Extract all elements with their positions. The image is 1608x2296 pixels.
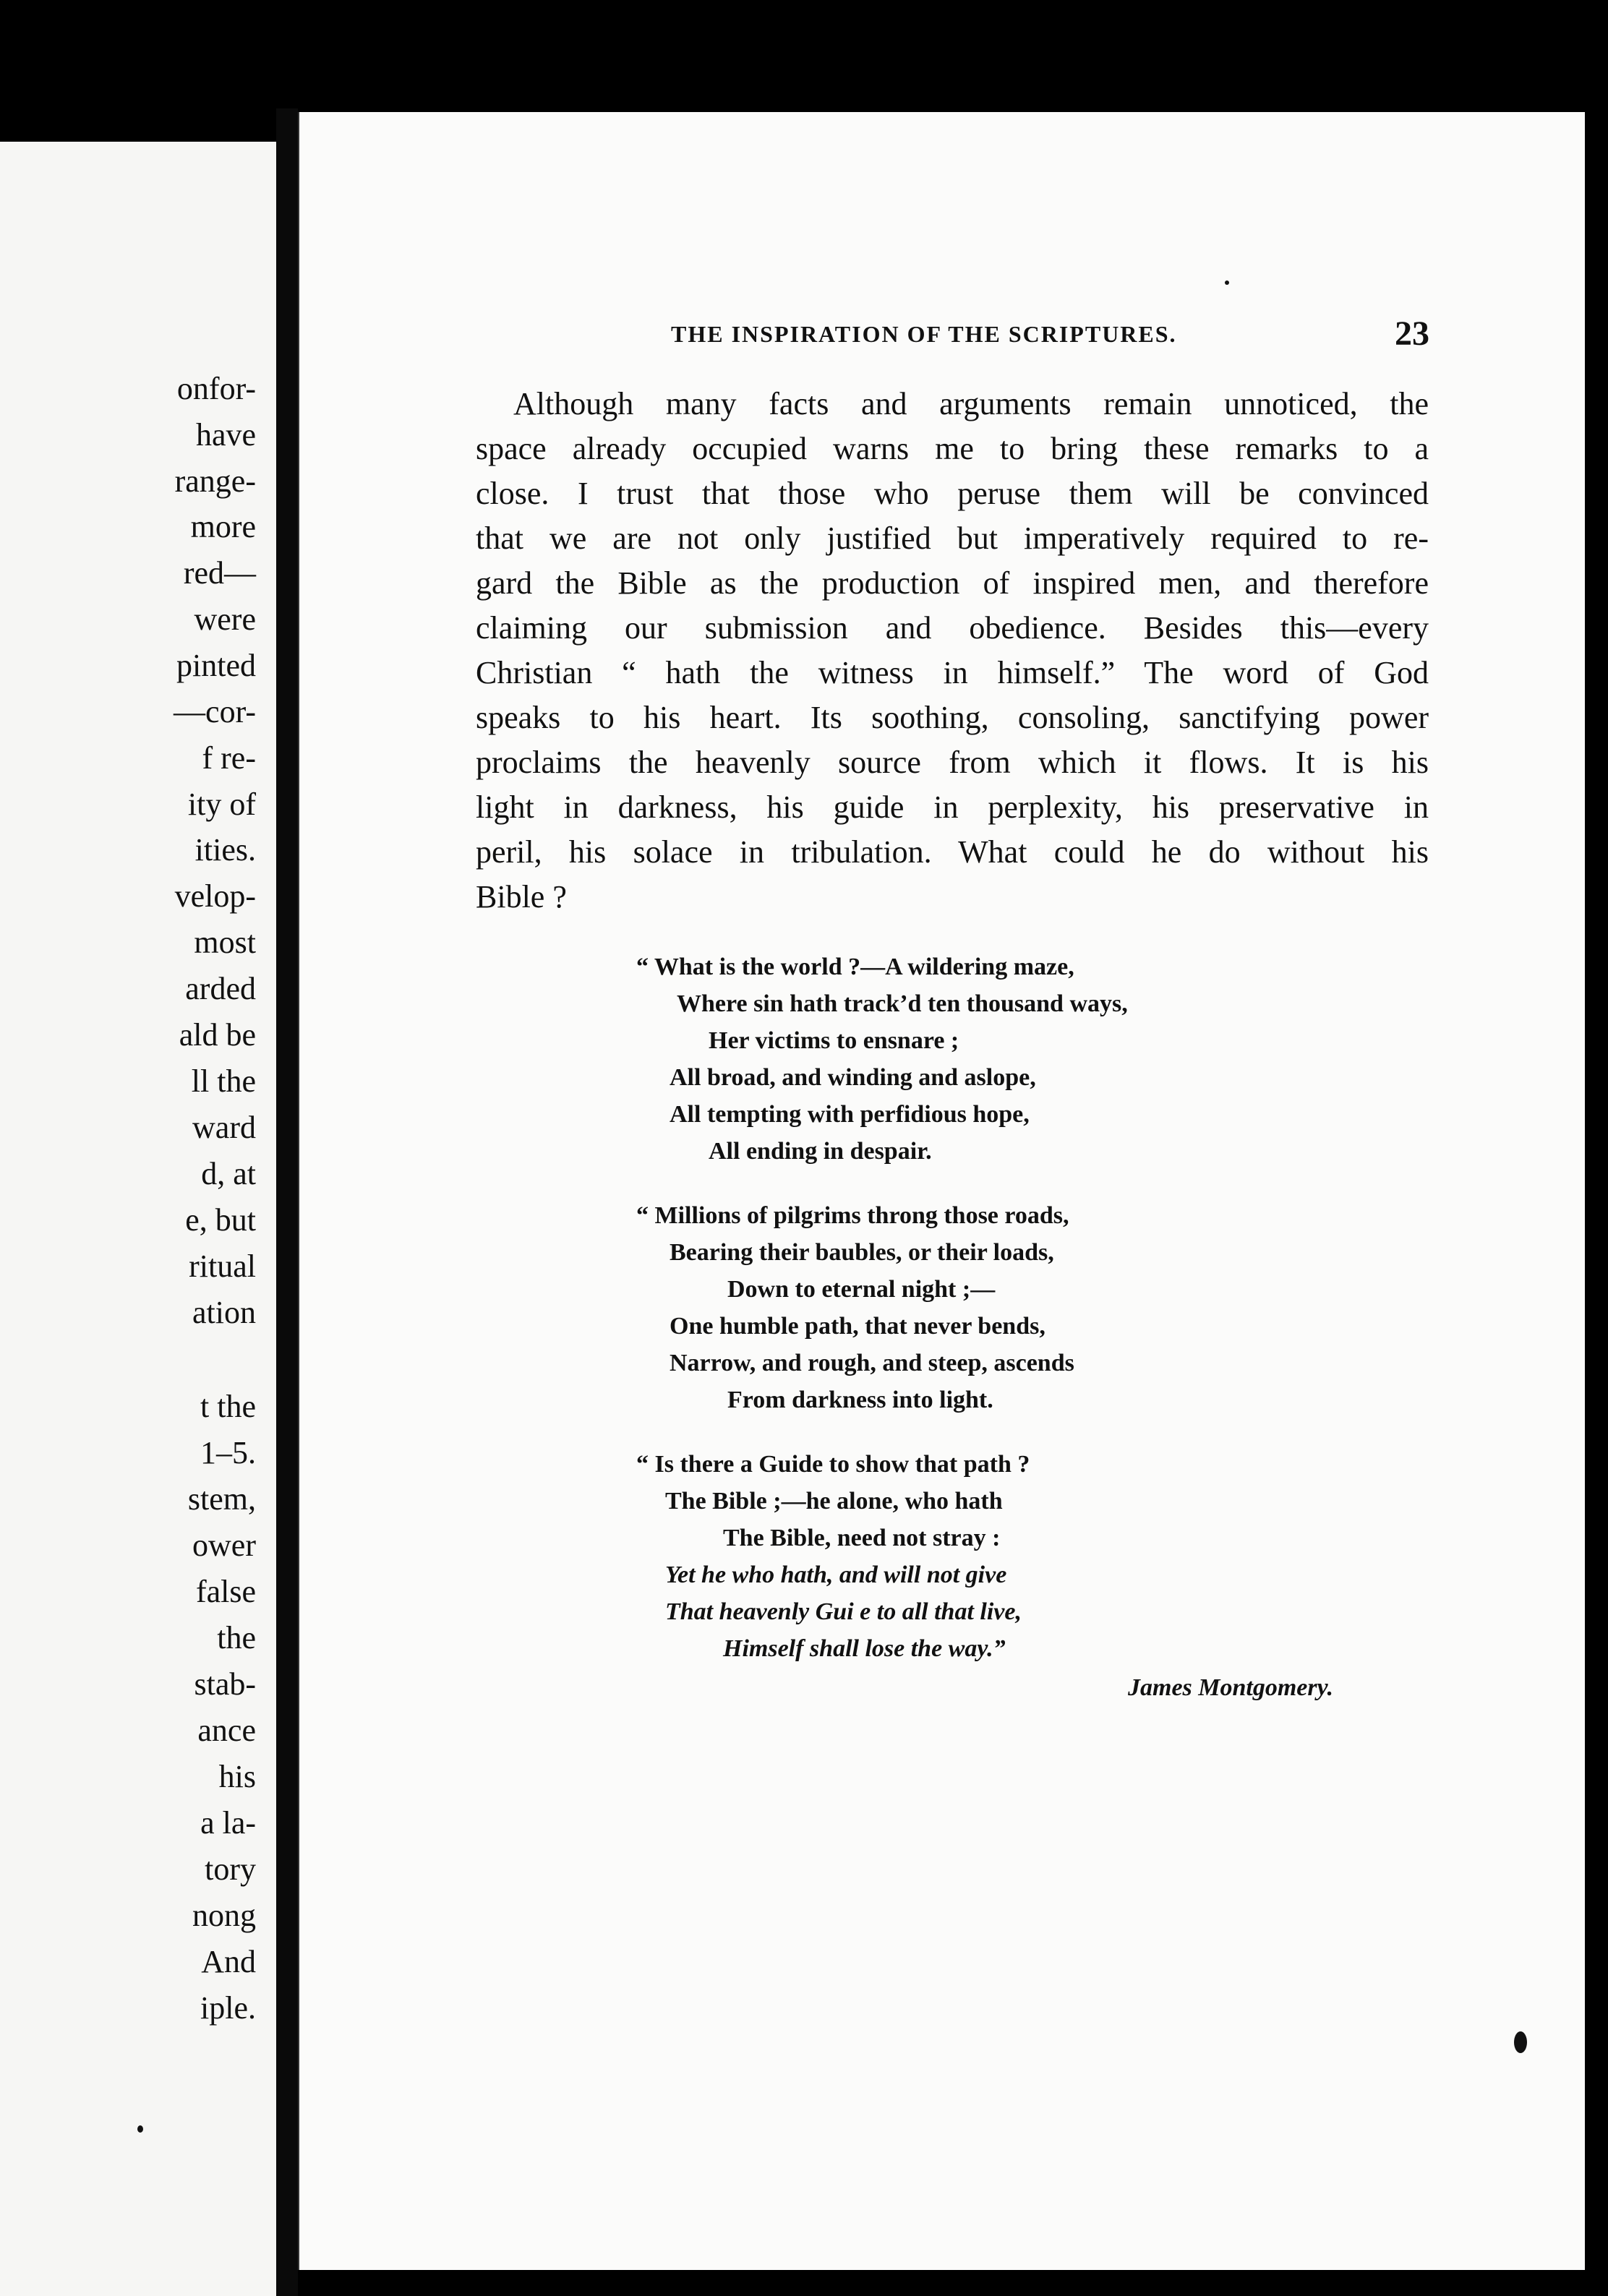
facing-page-fragment: f re-	[202, 740, 256, 776]
facing-page-fragment: iple.	[200, 1990, 256, 2026]
poem-line: From darkness into light.	[727, 1387, 993, 1413]
poem-line: “ Is there a Guide to show that path ?	[636, 1451, 1030, 1478]
book-gutter	[276, 108, 298, 2296]
facing-page-fragment: a la-	[200, 1805, 256, 1841]
ink-speck	[1225, 280, 1229, 285]
facing-page-fragment: stem,	[187, 1481, 256, 1517]
poem-line: The Bible, need not stray :	[723, 1525, 1001, 1551]
facing-page-fragment: onfor-	[176, 371, 256, 406]
facing-page-fragment: were	[194, 601, 256, 637]
text-line: proclaims the heavenly source from which it flows. It is his	[476, 745, 1429, 780]
text-line: Although many facts and arguments remain unnoticed, the	[513, 386, 1429, 421]
facing-page-fragment: more	[190, 509, 256, 544]
facing-page-fragment: red—	[183, 555, 256, 591]
text-line: claiming our submission and obedience. Besides this—every	[476, 610, 1429, 646]
poem-line: All broad, and winding and aslope,	[670, 1064, 1036, 1091]
poem-line: Bearing their baubles, or their loads,	[670, 1239, 1054, 1266]
facing-page-fragment: ward	[192, 1110, 256, 1145]
facing-page-fragment: pinted	[176, 648, 256, 683]
poem-line: That heavenly Gui e to all that live,	[665, 1598, 1022, 1625]
facing-page-fragment: tory	[205, 1851, 256, 1887]
text-line: that we are not only justified but imperatively required to re-	[476, 521, 1429, 556]
facing-page-fragment: stab-	[194, 1666, 256, 1702]
poem-stanza	[636, 948, 1359, 1170]
ink-speck	[137, 2125, 143, 2133]
poem-line: Yet he who hath, and will not give	[665, 1562, 1007, 1588]
facing-page-fragment: d, at	[201, 1156, 256, 1191]
body-paragraph	[476, 382, 1429, 920]
facing-page-fragment: ity of	[187, 787, 256, 822]
poem-line: All ending in despair.	[709, 1138, 932, 1165]
poem-line: Narrow, and rough, and steep, ascends	[670, 1350, 1074, 1376]
facing-page-fragment: ower	[192, 1528, 256, 1563]
text-line: gard the Bible as the production of inspired men, and therefore	[476, 565, 1429, 601]
text-line: space already occupied warns me to bring these remarks to a	[476, 431, 1429, 466]
facing-page-fragment: 1–5.	[200, 1435, 256, 1470]
facing-page-fragment: false	[195, 1574, 256, 1609]
facing-page-fragment: ation	[192, 1295, 256, 1330]
text-line: close. I trust that those who peruse them will be convinced	[476, 476, 1429, 511]
poem-line: Her victims to ensnare ;	[709, 1027, 959, 1054]
poem-line: Down to eternal night ;—	[727, 1276, 996, 1303]
facing-page-fragment: ities.	[194, 832, 256, 868]
poem-line: “ What is the world ?—A wildering maze,	[636, 954, 1074, 980]
running-title: THE INSPIRATION OF THE SCRIPTURES.	[671, 321, 1177, 347]
facing-page-fragment: most	[194, 925, 256, 960]
facing-page-fragment: his	[218, 1759, 256, 1794]
poem-line: One humble path, that never bends,	[670, 1313, 1045, 1340]
facing-page-fragment: ritual	[189, 1248, 256, 1284]
facing-page-fragment: velop-	[174, 878, 256, 914]
facing-page-fragment: range-	[174, 463, 256, 499]
poem-attribution: James Montgomery.	[1128, 1674, 1333, 1701]
poem-line: Himself shall lose the way.”	[723, 1635, 1006, 1662]
facing-page-fragment: ald be	[179, 1017, 256, 1053]
facing-page-fragment: the	[217, 1620, 256, 1655]
poem-stanza	[636, 1197, 1359, 1418]
text-line: peril, his solace in tribulation. What could he do without his	[476, 834, 1429, 870]
facing-page-fragment: t the	[200, 1389, 256, 1424]
text-line: speaks to his heart. Its soothing, consoling, sanctifying power	[476, 700, 1429, 735]
text-line: light in darkness, his guide in perplexity, his preservative in	[476, 789, 1429, 825]
facing-page-fragment: ance	[197, 1713, 256, 1748]
running-head	[372, 314, 1437, 354]
facing-page-fragment: arded	[185, 971, 256, 1006]
facing-page-fragment: ll the	[191, 1063, 256, 1099]
facing-page	[0, 142, 276, 2296]
facing-page-fragment: —cor-	[174, 694, 256, 729]
text-line: Christian “ hath the witness in himself.” The word of God	[476, 655, 1429, 690]
poem-line: “ Millions of pilgrims throng those roads,	[636, 1202, 1069, 1229]
facing-page-fragment: e, but	[185, 1202, 256, 1238]
poem-stanza	[636, 1446, 1359, 1667]
facing-page-fragment: have	[195, 417, 256, 453]
facing-page-fragment: And	[201, 1944, 256, 1979]
page-number: 23	[1395, 314, 1429, 353]
poem-line: Where sin hath track’d ten thousand ways,	[677, 990, 1128, 1017]
ink-speck	[1514, 2031, 1527, 2053]
text-line: Bible ?	[476, 879, 567, 914]
facing-page-fragment: nong	[192, 1898, 256, 1933]
poem-line: All tempting with perfidious hope,	[670, 1101, 1030, 1128]
poem-line: The Bible ;—he alone, who hath	[665, 1488, 1003, 1515]
